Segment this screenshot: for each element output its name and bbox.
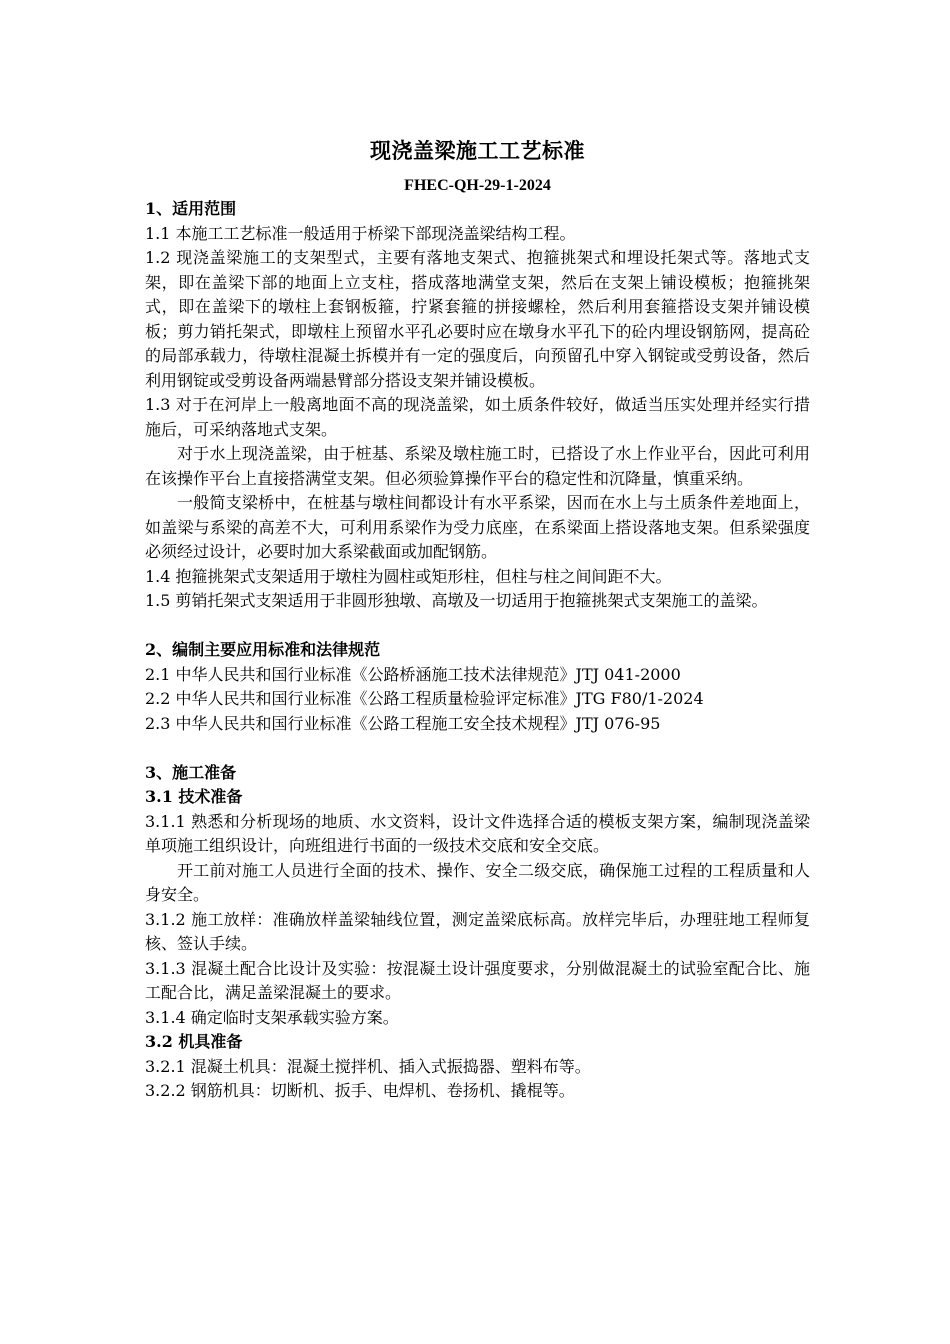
section-2-heading: 2、编制主要应用标准和法律规范 <box>145 640 381 659</box>
paragraph-1-1: 1.1 本施工工艺标准一般适用于桥梁下部现浇盖梁结构工程。 <box>145 223 576 243</box>
section-1-heading: 1、适用范围 <box>145 199 237 218</box>
paragraph-1-4: 1.4 抱箍挑架式支架适用于墩柱为圆柱或矩形柱，但柱与柱之间间距不大。 <box>145 566 672 586</box>
section-spacer <box>145 614 810 639</box>
document-body <box>145 135 810 1104</box>
paragraph-2-1: 2.1 中华人民共和国行业标准《公路桥涵施工技术法律规范》JTJ 041-2000 <box>145 664 681 684</box>
subsection-3-1-heading: 3.1 技术准备 <box>145 787 243 806</box>
paragraph-3-1-1-briefing: 开工前对施工人员进行全面的技术、操作、安全二级交底，确保施工过程的工程质量和人身安全。 <box>145 860 810 904</box>
subsection-3-2-heading: 3.2 机具准备 <box>145 1032 243 1051</box>
paragraph-3-2-2: 3.2.2 钢筋机具：切断机、扳手、电焊机、卷扬机、撬棍等。 <box>145 1081 575 1100</box>
paragraph-1-5: 1.5 剪销托架式支架适用于非圆形独墩、高墩及一切适用于抱箍挑架式支架施工的盖梁。 <box>145 591 768 610</box>
section-3-heading: 3、施工准备 <box>145 762 237 782</box>
paragraph-3-1-3: 3.1.3 混凝土配合比设计及实验：按混凝土设计强度要求，分别做混凝土的试验室配合比、施工配合比，满足盖梁混凝土的要求。 <box>145 958 810 1002</box>
paragraph-2-3: 2.3 中华人民共和国行业标准《公路工程施工安全技术规程》JTJ 076-95 <box>145 713 661 733</box>
paragraph-3-1-4: 3.1.4 确定临时支架承载实验方案。 <box>145 1007 399 1027</box>
document-title: 现浇盖梁施工工艺标准 <box>370 138 585 163</box>
paragraph-1-2: 1.2 现浇盖梁施工的支架型式，主要有落地支架式、抱箍挑架式和埋设托架式等。落地式支架，即在盖梁下部的地面上立支柱，搭成落地满堂支架，然后在支架上铺设模板；抱箍挑架式，即在盖梁下的墩柱上套钢板箍，拧紧套箍的拼接螺栓，然后利用套箍搭设支架并铺设模板；剪力销托架式，即墩柱上预留水平孔必要时应在墩身水平孔下的砼内埋设钢筋网，提高砼的局部承载力，待墩柱混凝土拆模并有一定的强度后，向预留孔中穿入钢锭或受剪设备，然后利用钢锭或受剪设备两端悬臂部分搭设支架并铺设模板。 <box>145 248 810 390</box>
paragraph-1-3-simple-beam: 一般简支梁桥中，在桩基与墩柱间都设计有水平系梁，因而在水上与土质条件差地面上，如盖梁与系梁的高差不大，可利用系梁作为受力底座，在系梁面上搭设落地支架。但系梁强度必须经过设计，必要时加大系梁截面或加配钢筋。 <box>145 493 810 561</box>
paragraph-1-3: 1.3 对于在河岸上一般离地面不高的现浇盖梁，如土质条件较好，做适当压实处理并经实行措施后，可采纳落地式支架。 <box>145 395 810 439</box>
paragraph-3-1-2: 3.1.2 施工放样：准确放样盖梁轴线位置，测定盖梁底标高。放样完毕后，办理驻地工程师复核、签认手续。 <box>145 909 810 953</box>
paragraph-3-2-1: 3.2.1 混凝土机具：混凝土搅拌机、插入式振捣器、塑料布等。 <box>145 1056 591 1076</box>
section-spacer <box>145 736 810 761</box>
document-code: FHEC-QH-29-1-2024 <box>404 177 551 194</box>
paragraph-3-1-1: 3.1.1 熟悉和分析现场的地质、水文资料，设计文件选择合适的模板支架方案，编制现浇盖梁单项施工组织设计，向班组进行书面的一级技术交底和安全交底。 <box>145 811 810 855</box>
paragraph-2-2: 2.2 中华人民共和国行业标准《公路工程质量检验评定标准》JTG F80/1-2024 <box>145 689 704 708</box>
paragraph-1-3-water: 对于水上现浇盖梁，由于桩基、系梁及墩柱施工时，已搭设了水上作业平台，因此可利用在该操作平台上直接搭满堂支架。但必须验算操作平台的稳定性和沉降量，慎重采纳。 <box>145 444 810 488</box>
